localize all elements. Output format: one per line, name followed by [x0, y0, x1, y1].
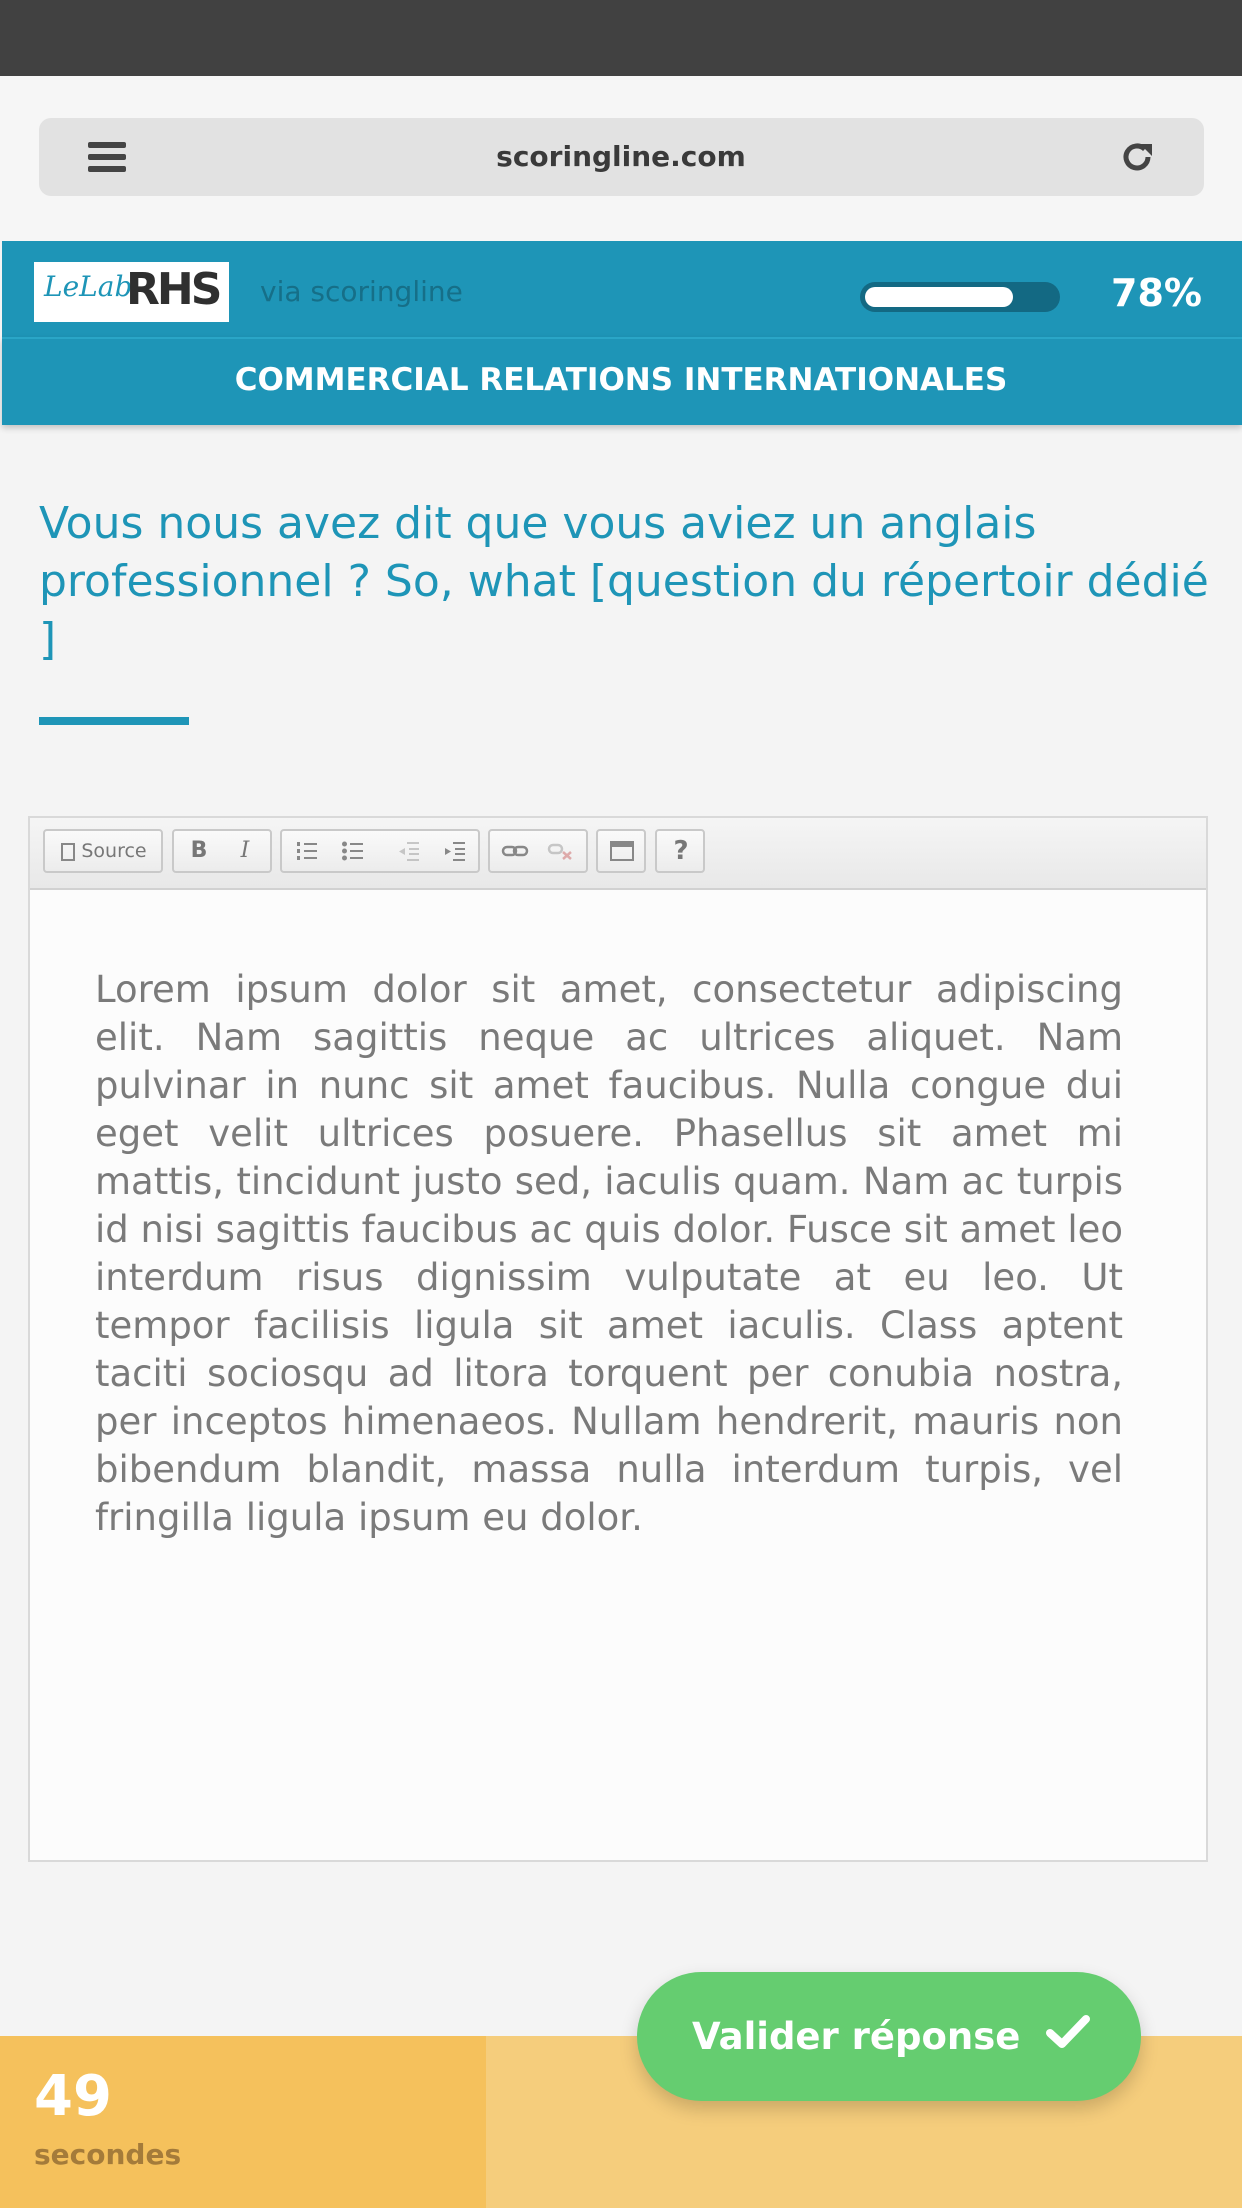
source-label: Source: [81, 840, 147, 862]
outdent-button[interactable]: [386, 831, 432, 871]
help-button[interactable]: ?: [673, 836, 689, 866]
progress-fill: [865, 287, 1013, 307]
question-text: Vous nous avez dit que vous aviez un anglais professionnel ? So, what [question du répertoir dédié ]: [39, 498, 1209, 665]
link-button[interactable]: [492, 831, 538, 871]
logo-le-text: LeLab: [44, 270, 133, 303]
bullet-list-icon: [341, 840, 365, 862]
validate-button[interactable]: [637, 1972, 1141, 2101]
indent-icon: [443, 840, 467, 862]
progress-bar: [860, 282, 1060, 312]
unlink-icon: [547, 842, 575, 860]
link-icon: [501, 843, 529, 859]
source-icon: [61, 843, 75, 861]
status-bar: [0, 0, 1242, 76]
ordered-list-button[interactable]: [284, 831, 330, 871]
lelab-rhs-logo: [34, 262, 229, 322]
via-text: via scoringline: [260, 275, 463, 308]
source-button[interactable]: [45, 831, 163, 871]
bullet-list-button[interactable]: [330, 831, 376, 871]
timer-value: 49: [34, 2064, 112, 2129]
bold-button[interactable]: B: [190, 838, 208, 863]
maximize-button[interactable]: [600, 831, 644, 871]
italic-button[interactable]: I: [240, 838, 250, 863]
editor-toolbar: [30, 818, 1206, 890]
maximize-icon: [609, 840, 635, 862]
toolbar-group-source: [43, 829, 163, 873]
toolbar-group-maximize: [596, 829, 646, 873]
validate-label: Valider réponse: [692, 2015, 1021, 2058]
question-underline: [39, 717, 189, 725]
logo-rh-text: RHS: [126, 264, 220, 315]
toolbar-group-lists: [280, 829, 480, 873]
toolbar-group-format: [172, 829, 272, 873]
timer-unit: secondes: [34, 2138, 182, 2171]
unlink-button[interactable]: [538, 831, 584, 871]
outdent-icon: [397, 840, 421, 862]
url-text[interactable]: scoringline.com: [496, 140, 746, 173]
reload-icon[interactable]: [1118, 138, 1156, 176]
toolbar-group-help: [655, 829, 705, 873]
indent-button[interactable]: [432, 831, 478, 871]
progress-label: 78%: [1111, 271, 1202, 315]
section-title: COMMERCIAL RELATIONS INTERNATIONALES: [234, 362, 1008, 398]
toolbar-group-links: [488, 829, 588, 873]
editor-content[interactable]: Lorem ipsum dolor sit amet, consectetur adipiscing elit. Nam sagittis neque ac ultrices aliquet. Nam pulvinar in nunc sit amet faucibus. Nulla congue dui eget velit ultrices posuere. Phasellus sit amet mi mattis, tincidunt justo sed, iaculis quam. Nam ac turpis id nisi sagittis faucibus ac quis dolor. Fusce sit amet leo interdum risus dignissim vulputate at eu leo. Ut tempor facilisis ligula sit amet iaculis. Class aptent taciti sociosqu ad litora torquent per conubia nostra, per inceptos himenaeos. Nullam hendrerit, mauris non bibendum blandit, massa nulla interdum turpis, vel fringilla ligula ipsum eu dolor.: [95, 968, 1123, 1539]
check-icon: [1045, 2012, 1091, 2052]
ordered-list-icon: [295, 840, 319, 862]
